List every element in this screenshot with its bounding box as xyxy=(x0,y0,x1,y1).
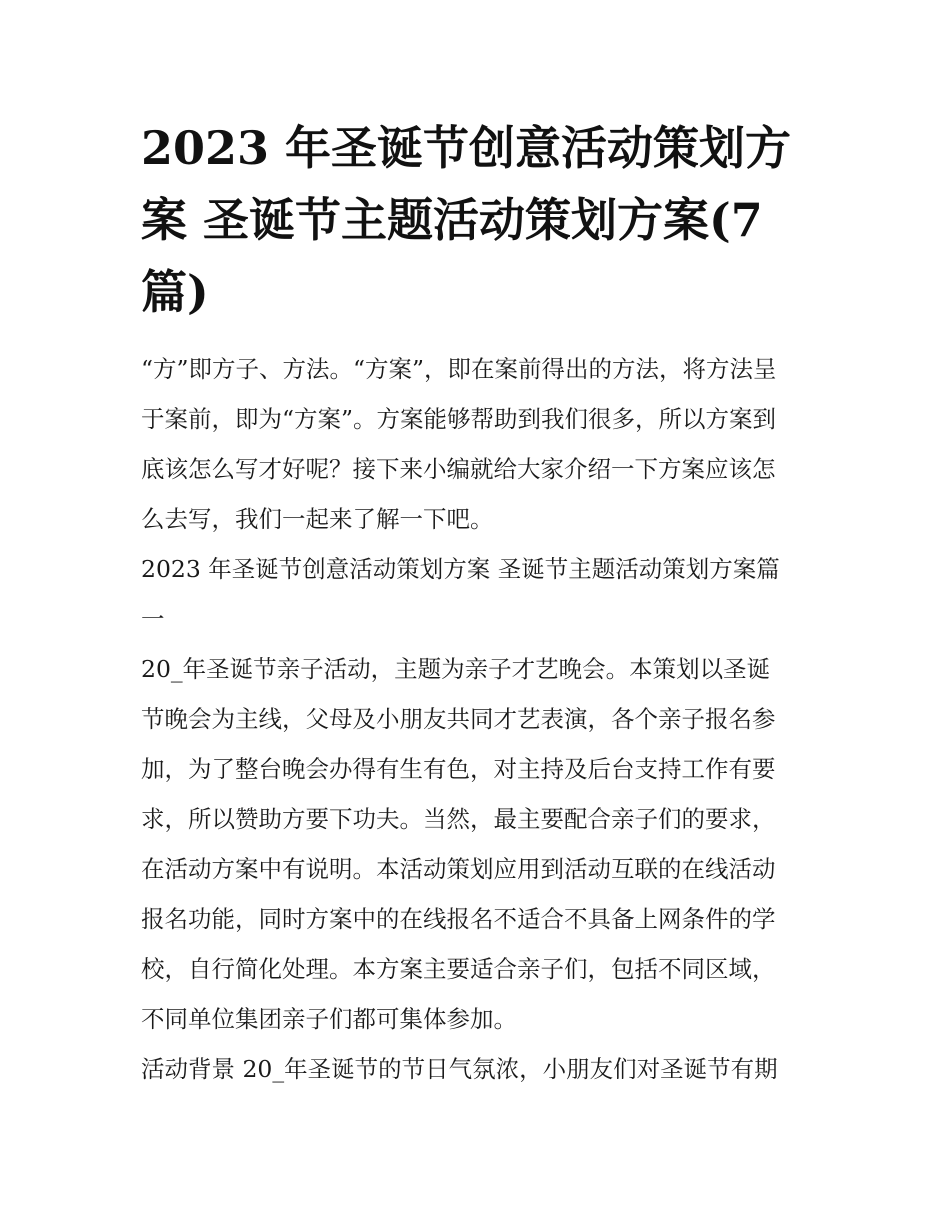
intro-paragraph xyxy=(141,344,813,544)
section-heading-paragraph xyxy=(141,544,813,644)
text-line: 节晚会为主线，父母及小朋友共同才艺表演，各个亲子报名参 xyxy=(141,705,776,733)
title-line: 篇) xyxy=(141,265,209,319)
text-line: 活动背景 20_年圣诞节的节日气氛浓，小朋友们对圣诞节有期 xyxy=(141,1055,778,1083)
text-line: 20_年圣诞节亲子活动，主题为亲子才艺晚会。本策划以圣诞 xyxy=(141,655,771,683)
text-line: 求，所以赞助方要下功夫。当然，最主要配合亲子们的要求， xyxy=(141,805,776,833)
title-line: 2023 年圣诞节创意活动策划方 xyxy=(141,121,792,175)
text-line: 一 xyxy=(141,605,165,633)
text-line: 不同单位集团亲子们都可集体参加。 xyxy=(141,1005,517,1033)
activity-paragraph xyxy=(141,644,813,1044)
text-line: 校，自行简化处理。本方案主要适合亲子们，包括不同区域， xyxy=(141,955,776,983)
text-line: 2023 年圣诞节创意活动策划方案 圣诞节主题活动策划方案篇 xyxy=(141,555,780,583)
document-title xyxy=(141,112,813,328)
document-page xyxy=(141,112,813,1094)
text-line: 底该怎么写才好呢？接下来小编就给大家介绍一下方案应该怎 xyxy=(141,455,776,483)
text-line: 么去写，我们一起来了解一下吧。 xyxy=(141,505,494,533)
background-paragraph xyxy=(141,1044,813,1094)
document-body xyxy=(141,344,813,1094)
text-line: 加，为了整台晚会办得有生有色，对主持及后台支持工作有要 xyxy=(141,755,776,783)
text-line: 在活动方案中有说明。本活动策划应用到活动互联的在线活动 xyxy=(141,855,776,883)
text-line: “方”即方子、方法。“方案”，即在案前得出的方法，将方法呈 xyxy=(141,355,777,383)
title-line: 案 圣诞节主题活动策划方案(7 xyxy=(141,193,763,247)
text-line: 报名功能，同时方案中的在线报名不适合不具备上网条件的学 xyxy=(141,905,776,933)
text-line: 于案前，即为“方案”。方案能够帮助到我们很多，所以方案到 xyxy=(141,405,777,433)
